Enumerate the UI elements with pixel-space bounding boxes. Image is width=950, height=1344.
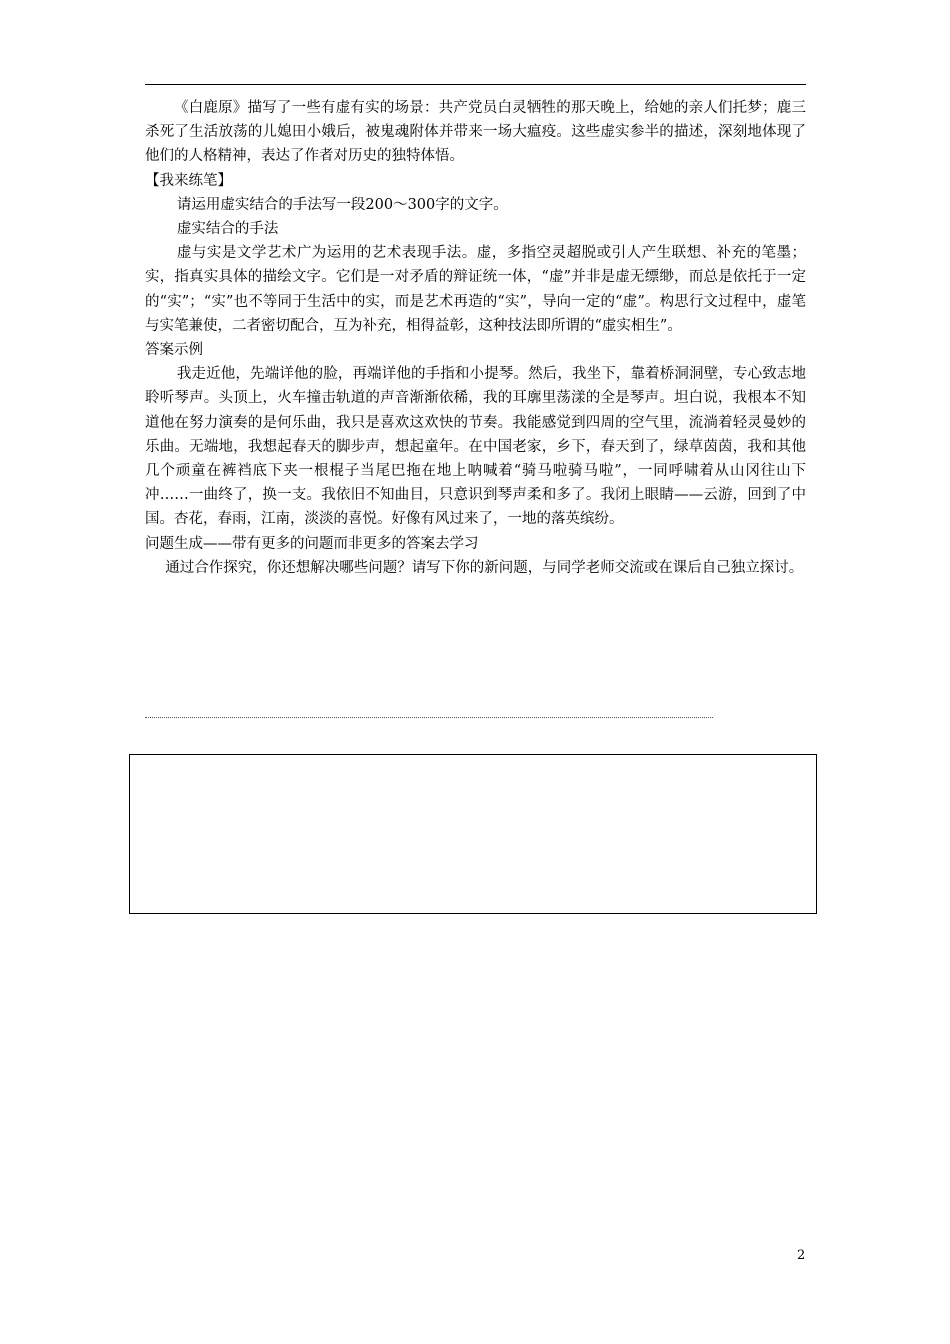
answer-box[interactable] <box>129 754 817 914</box>
intro-paragraph: 《白鹿原》描写了一些有虚有实的场景：共产党员白灵牺牲的那天晚上，给她的亲人们托梦；鹿三杀死了生活放荡的儿媳田小娥后，被鬼魂附体并带来一场大瘟疫。这些虚实参半的描述，深刻地体现了他们的人格精神，表达了作者对历史的独特体悟。 <box>145 100 806 165</box>
practice-prompt: 请运用虚实结合的手法写一段200～300字的文字。 <box>176 196 508 213</box>
technique-paragraph: 虚与实是文学艺术广为运用的艺术表现手法。虚，多指空灵超脱或引人产生联想、补充的笔墨；实，指真实具体的描绘文字。它们是一对矛盾的辩证统一体，“虚”并非是虚无缥缈，而总是依托于一定的“实”；“实”也不等同于生活中的实，而是艺术再造的“实”，导向一定的“虚”。构思行文过程中，虚笔与实笔兼使，二者密切配合，互为补充，相得益彰，这种技法即所谓的“虚实相生”。 <box>145 245 806 334</box>
page-number: 2 <box>797 1248 806 1263</box>
question-paragraph: 通过合作探究，你还想解决哪些问题？请写下你的新问题，与同学老师交流或在课后自己独立探讨。 <box>165 559 804 576</box>
technique-heading: 虚实结合的手法 <box>176 221 279 238</box>
header-rule <box>145 84 806 85</box>
document-body <box>145 96 806 580</box>
question-heading: 问题生成——带有更多的问题而非更多的答案去学习 <box>145 535 479 552</box>
sample-heading: 答案示例 <box>145 342 203 359</box>
dotted-separator <box>145 717 713 718</box>
practice-heading: 【我来练笔】 <box>145 172 232 189</box>
sample-paragraph: 我走近他，先端详他的脸，再端详他的手指和小提琴。然后，我坐下，靠着桥洞洞壁，专心致志地聆听琴声。头顶上，火车撞击轨道的声音渐渐依稀，我的耳廓里荡漾的全是琴声。坦白说，我根本不知道他在努力演奏的是何乐曲，我只是喜欢这欢快的节奏。我能感觉到四周的空气里，流淌着轻灵曼妙的乐曲。无端地，我想起春天的脚步声，想起童年。在中国老家，乡下，春天到了，绿草茵茵，我和其他几个顽童在裤裆底下夹一根棍子当尾巴拖在地上呐喊着“骑马啦骑马啦”，一同呼啸着从山冈往山下冲……一曲终了，换一支。我依旧不知曲目，只意识到琴声柔和多了。我闭上眼睛——云游，回到了中国。杏花，春雨，江南，淡淡的喜悦。好像有风过来了，一地的落英缤纷。 <box>145 366 806 528</box>
